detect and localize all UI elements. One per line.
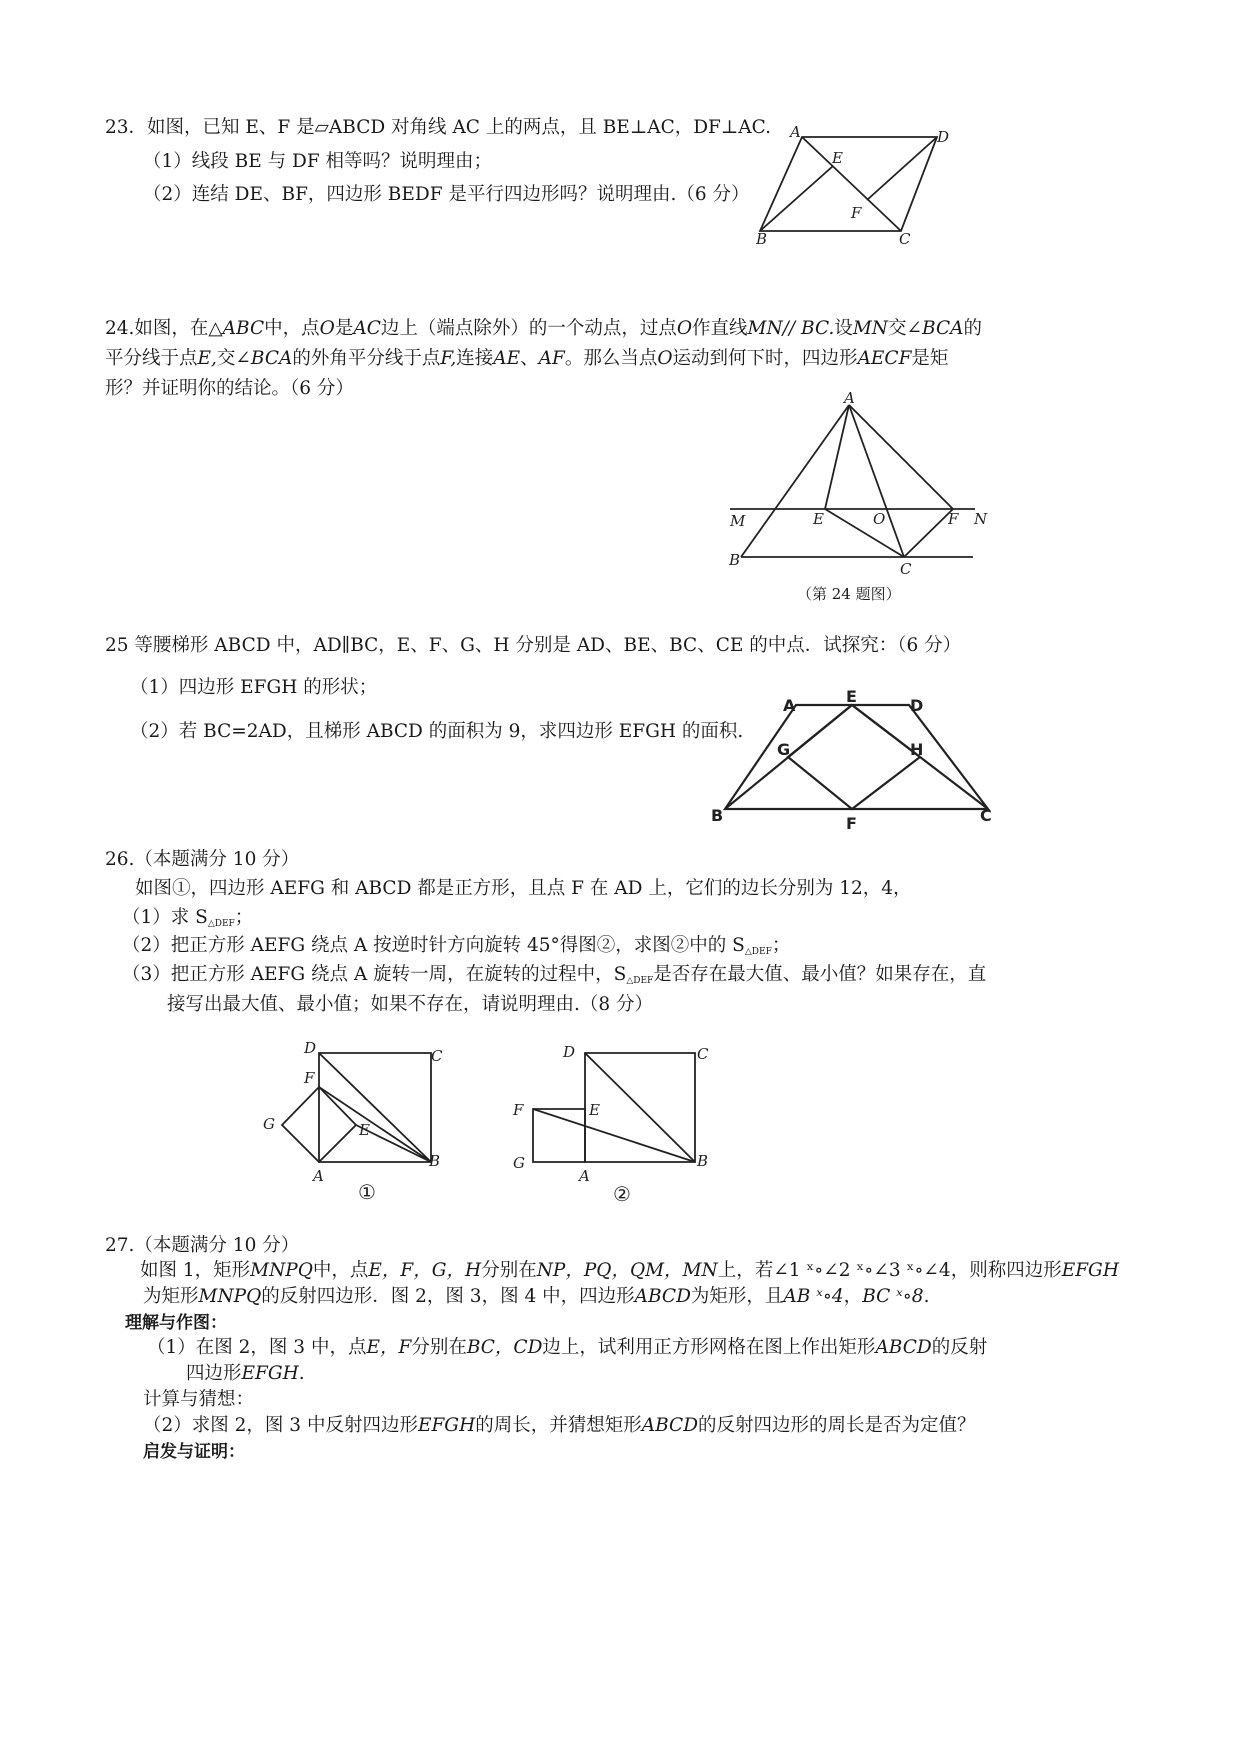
q24-line2: 平分线于点E,交∠BCA的外角平分线于点F,连接AE、AF。那么当点O运动到何下时，四边形AECF是矩 (105, 348, 949, 369)
parallelogram-icon: ▱ (314, 117, 329, 138)
q23-label-a: A (790, 123, 801, 141)
q24-label-a: A (844, 389, 855, 407)
q26-fig1-caption: ① (358, 1180, 376, 1204)
q24-line1: 24.如图，在△ABC中，点O是AC边上（端点除外）的一个动点，过点O作直线MN// BC.设MN交∠BCA的 (105, 318, 982, 339)
q23-parallelogram (760, 137, 937, 231)
q24-figure-caption: （第 24 题图） (797, 585, 901, 603)
q25-stem: 25 等腰梯形 ABCD 中，AD∥BC，E、F、G、H 分别是 AD、BE、BC、CE 的中点．试探究：（6 分） (105, 635, 962, 656)
q23-segment-df (867, 137, 937, 200)
q26-part1: （1）求 $S_{\triangle DEF}$； (122, 907, 254, 929)
q24-label-e: E (813, 510, 824, 528)
q26-f2-segment-fb (533, 1109, 695, 1162)
q24-line-af (849, 405, 953, 509)
q27-section-prove: 启发与证明： (143, 1442, 245, 1462)
q24-label-c: C (900, 560, 912, 578)
q27-part2: （2）求图 2，图 3 中反射四边形EFGH的周长，并猜想矩形ABCD的反射四边形的周长是否为定值？ (143, 1415, 976, 1436)
q27-section-compute: 计算与猜想： (143, 1389, 255, 1410)
q27-part1-cont: 四边形EFGH. (186, 1363, 305, 1384)
q25-label-b: B (711, 806, 724, 825)
q24-label-n: N (974, 510, 988, 528)
q24-figure (720, 390, 1020, 610)
q26-figure-2 (505, 1035, 735, 1205)
q26-f2-diagonal-db (585, 1053, 695, 1162)
q25-label-e: E (846, 687, 857, 706)
q26-f1-label-c: C (431, 1047, 443, 1065)
q25-label-c: C (980, 806, 992, 825)
q26-figure-1 (255, 1035, 455, 1205)
q25-figure (705, 685, 1015, 835)
q25-part2: （2）若 BC=2AD，且梯形 ABCD 的面积为 9，求四边形 EFGH 的面积. (130, 721, 744, 742)
q25-trapezoid (725, 705, 988, 809)
q27-head: 27.（本题满分 10 分） (105, 1235, 300, 1256)
q26-fig2-caption: ② (613, 1182, 631, 1206)
q23-part2: （2）连结 DE、BF，四边形 BEDF 是平行四边形吗？说明理由.（6 分） (143, 184, 750, 205)
q25-label-g: G (777, 740, 791, 759)
q23-part1: （1）线段 BE 与 DF 相等吗？说明理由； (143, 151, 493, 172)
q23-label-b: B (756, 230, 768, 248)
q27-part1: （1）在图 2，图 3 中，点E，F分别在BC，CD边上，试利用正方形网格在图上作出矩形ABCD的反射 (147, 1337, 988, 1358)
q23-label-f: F (851, 204, 862, 222)
q24-label-o: O (873, 510, 886, 528)
q23-segment-be (760, 166, 833, 231)
q26-stem: 如图①，四边形 AEFG 和 ABCD 都是正方形，且点 F 在 AD 上，它们的边长分别为 12，4， (135, 878, 912, 899)
q26-head: 26.（本题满分 10 分） (105, 849, 300, 870)
q26-f2-label-e: E (589, 1101, 600, 1119)
q26-f2-label-c: C (697, 1045, 709, 1063)
q26-f1-label-e: E (359, 1121, 370, 1139)
q26-f1-label-d: D (304, 1039, 317, 1057)
q24-side-ac (849, 405, 904, 557)
q27-line1: 如图 1，矩形MNPQ中，点E，F，G，H分别在NP，PQ，QM，MN上，若∠1 ˣ∘∠2 ˣ∘∠3 ˣ∘∠4，则称四边形EFGH (140, 1260, 1119, 1281)
q26-f2-label-g: G (513, 1154, 525, 1172)
q23-label-d: D (937, 128, 950, 146)
q26-f2-label-a: A (579, 1167, 590, 1185)
q26-f2-label-f: F (513, 1101, 524, 1119)
q26-f1-label-f: F (304, 1069, 315, 1087)
q26-part3-cont: 接写出最大值、最小值；如果不存在，请说明理由.（8 分） (167, 994, 654, 1015)
q27-section-understand: 理解与作图： (125, 1313, 227, 1333)
q23-label-e: E (832, 149, 843, 167)
q26-f1-label-a: A (313, 1167, 324, 1185)
q23-figure (745, 120, 985, 250)
q24-line-ec (825, 509, 904, 557)
q24-label-f: F (948, 510, 959, 528)
q26-part2: （2）把正方形 AEFG 绕点 A 按逆时针方向旋转 45°得图②，求图②中的 $S_{\triangle DEF}$； (122, 935, 791, 957)
q26-f1-label-g: G (263, 1115, 275, 1133)
q25-label-d: D (910, 696, 924, 715)
q24-label-m: M (730, 512, 746, 530)
q26-f2-label-b: B (697, 1152, 709, 1170)
q26-part3: （3）把正方形 AEFG 绕点 A 旋转一周，在旋转的过程中，$S_{\triangle DEF}$是否存在最大值、最小值？如果存在，直 (122, 964, 987, 986)
q24-side-ab (741, 405, 849, 557)
q23-label-c: C (899, 230, 911, 248)
q25-quad-efgh (788, 705, 920, 809)
q24-label-b: B (729, 551, 741, 569)
q26-f1-segment-fb (319, 1087, 431, 1162)
q26-f2-label-d: D (563, 1043, 576, 1061)
q25-label-f: F (846, 814, 857, 833)
q25-part1: （1）四边形 EFGH 的形状； (130, 677, 378, 698)
q24-line3: 形？并证明你的结论。（6 分） (105, 378, 354, 399)
q25-label-h: H (910, 740, 924, 759)
q26-f1-label-b: B (429, 1152, 441, 1170)
q27-line2: 为矩形MNPQ的反射四边形．图 2，图 3，图 4 中，四边形ABCD为矩形，且AB ˣ∘4，BC ˣ∘8. (143, 1286, 930, 1307)
q24-line-fc (904, 509, 953, 557)
q23-stem: 23．如图，已知 E、F 是▱ABCD 对角线 AC 上的两点，且 BE⊥AC，DF⊥AC. (105, 117, 772, 138)
q25-label-a: A (783, 696, 796, 715)
